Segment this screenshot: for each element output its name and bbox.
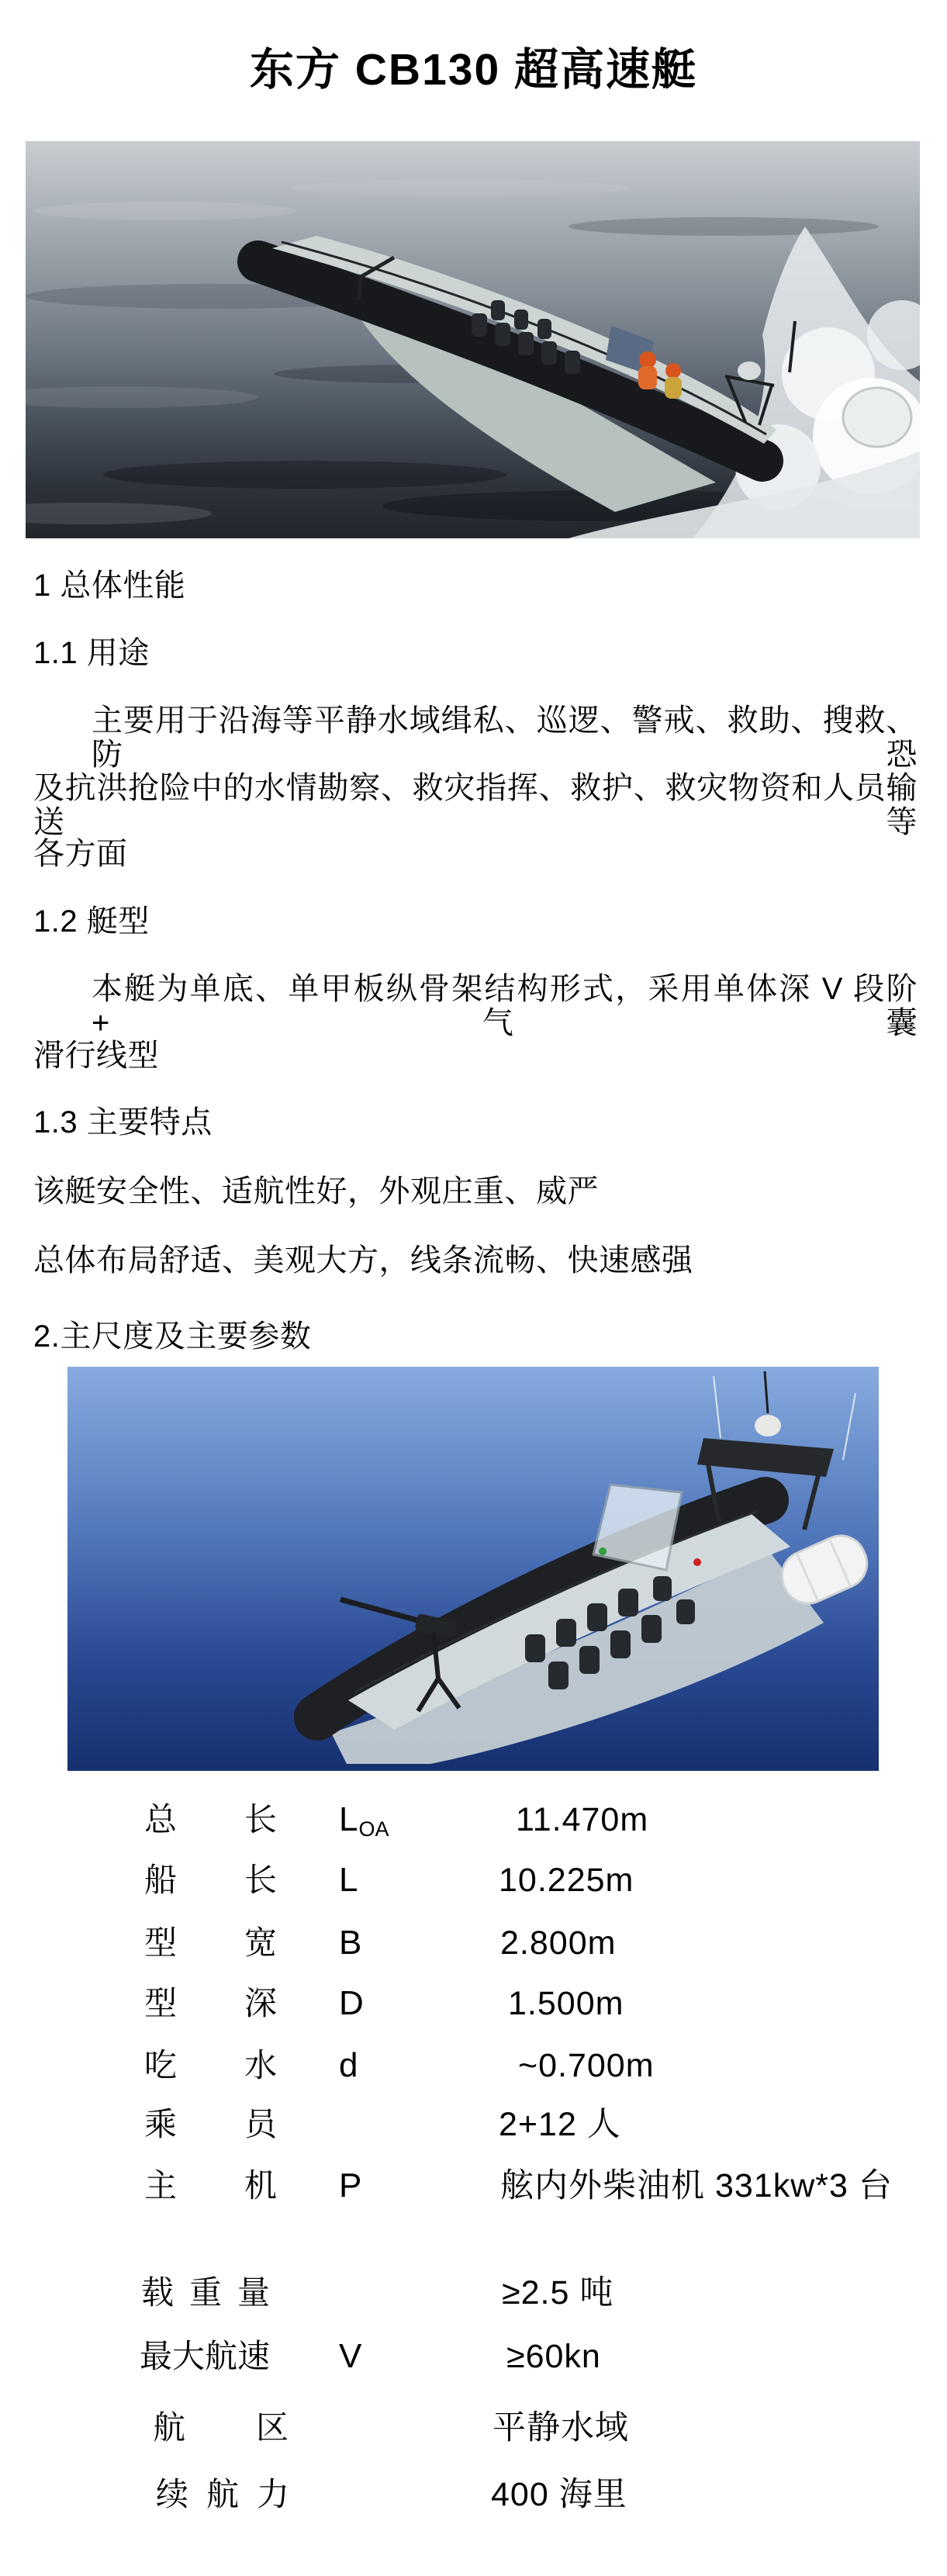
spec-row (0, 1800, 947, 1840)
spec-value: 400 海里 (491, 2476, 627, 2513)
section-heading: 2.主尺度及主要参数 (33, 1319, 312, 1354)
spec-label-char: 航 (205, 2338, 238, 2374)
paragraph-line: 主要用于沿海等平静水域缉私、巡逻、警戒、救助、搜救、防恐 (92, 704, 918, 772)
spec-symbol (339, 1983, 365, 2024)
spec-symbol-letter: L (339, 1861, 359, 1899)
spec-value: 11.470m (516, 1801, 649, 1838)
spec-label-char: 续 (156, 2476, 189, 2512)
spec-symbol (339, 1860, 358, 1900)
spec-value: ≥2.5 吨 (502, 2274, 614, 2311)
spec-label-char: 吃 (144, 2047, 178, 2083)
spec-row (0, 1860, 947, 1900)
spec-row (0, 2408, 947, 2448)
section-heading: 1.1 用途 (33, 636, 150, 670)
paragraph-line: 总体布局舒适、美观大方，线条流畅、快速感强 (33, 1243, 693, 1278)
spec-row (0, 2336, 947, 2377)
spec-label-char: 力 (256, 2476, 289, 2512)
boat-sea-illustration (26, 141, 920, 538)
spec-label (144, 2045, 277, 2086)
spec-symbol-letter: B (339, 1924, 363, 1962)
spec-label-char: 员 (244, 2106, 277, 2142)
paragraph-line: 该艇安全性、适航性好，外观庄重、威严 (33, 1174, 599, 1208)
spec-row (0, 1983, 947, 2024)
page-title: 东方 CB130 超高速艇 (249, 45, 698, 95)
spec-value: ≥60kn (506, 2338, 601, 2375)
spec-label-char: 主 (144, 2167, 178, 2204)
spec-row (0, 1923, 947, 1963)
spec-row (0, 2474, 947, 2515)
section-heading: 1 总体性能 (33, 569, 186, 603)
spec-label-char: 大 (172, 2338, 206, 2374)
spec-symbol-letter: V (339, 2337, 363, 2375)
spec-symbol (339, 2045, 358, 2086)
boat-render-image (67, 1367, 879, 1771)
radar-dome (738, 361, 761, 380)
spec-symbol-letter: D (339, 1984, 365, 2022)
spec-label-char: 长 (244, 1801, 277, 1838)
spec-row (0, 2166, 947, 2206)
spec-row (0, 2104, 947, 2145)
spec-symbol (339, 2336, 362, 2377)
spec-symbol-subscript: OA (358, 1817, 389, 1841)
nav-light-red (693, 1558, 701, 1566)
spec-label (144, 1860, 277, 1900)
spec-label-char: 深 (244, 1985, 277, 2021)
windscreen (593, 1485, 682, 1570)
paragraph-line: 各方面 (33, 837, 128, 871)
spec-label (153, 2408, 289, 2448)
spec-symbol-letter: P (339, 2166, 363, 2204)
spec-symbol-letter: L (339, 1800, 359, 1838)
spec-value: 10.225m (499, 1862, 634, 1899)
spec-label-char: 型 (144, 1985, 178, 2021)
spec-label-char: 速 (237, 2338, 271, 2374)
spec-label (141, 2273, 270, 2313)
spec-label (144, 2104, 277, 2145)
spec-row (0, 2045, 947, 2086)
spec-label-char: 长 (244, 1862, 277, 1898)
nav-light-green (599, 1547, 607, 1555)
section-heading: 1.2 艇型 (33, 904, 150, 939)
boat-render-illustration (67, 1367, 879, 1771)
spec-label-char: 船 (144, 1862, 178, 1898)
paragraph-line: 滑行线型 (33, 1039, 159, 1073)
spec-symbol-letter: d (339, 2046, 359, 2084)
stern-engine-cover (843, 388, 911, 447)
spec-label-char: 最 (140, 2338, 173, 2374)
spec-symbol (339, 2166, 362, 2206)
spec-label-char: 总 (144, 1801, 178, 1838)
spec-value: 平静水域 (493, 2409, 629, 2446)
spec-row (0, 2273, 947, 2313)
spec-label (144, 1923, 277, 1963)
spec-value: 2+12 人 (499, 2106, 621, 2143)
spec-label (144, 2166, 277, 2206)
spec-label-char: 乘 (144, 2106, 178, 2142)
spec-label-char: 航 (206, 2476, 239, 2512)
spec-label (140, 2336, 269, 2377)
boat-sea-photo (26, 141, 920, 538)
spec-label-char: 区 (255, 2409, 289, 2446)
spec-value: 2.800m (500, 1924, 617, 1962)
spec-value: ~0.700m (518, 2047, 655, 2084)
spec-label-char: 重 (188, 2274, 222, 2311)
spec-label-char: 机 (244, 2167, 277, 2204)
spec-symbol (339, 1923, 362, 1963)
spec-label-char: 水 (244, 2047, 277, 2083)
spec-label (144, 1983, 277, 2024)
spec-label (144, 1800, 277, 1840)
spec-label-char: 载 (141, 2274, 175, 2311)
section-heading: 1.3 主要特点 (33, 1105, 213, 1139)
spec-label-char: 宽 (244, 1924, 277, 1961)
spec-label-char: 航 (153, 2409, 186, 2446)
spec-label-char: 型 (144, 1924, 178, 1961)
paragraph-line: 本艇为单底、单甲板纵骨架结构形式，采用单体深 V 段阶+气囊 (92, 972, 918, 1040)
spec-value: 1.500m (508, 1985, 624, 2022)
radome-ball (755, 1415, 781, 1437)
spec-value: 舷内外柴油机 331kw*3 台 (500, 2167, 893, 2204)
spec-label-char: 量 (237, 2274, 270, 2311)
spec-symbol (339, 1800, 389, 1844)
paragraph-line: 及抗洪抢险中的水情勘察、救灾指挥、救护、救灾物资和人员输送等 (33, 771, 918, 839)
spec-label (156, 2474, 289, 2515)
